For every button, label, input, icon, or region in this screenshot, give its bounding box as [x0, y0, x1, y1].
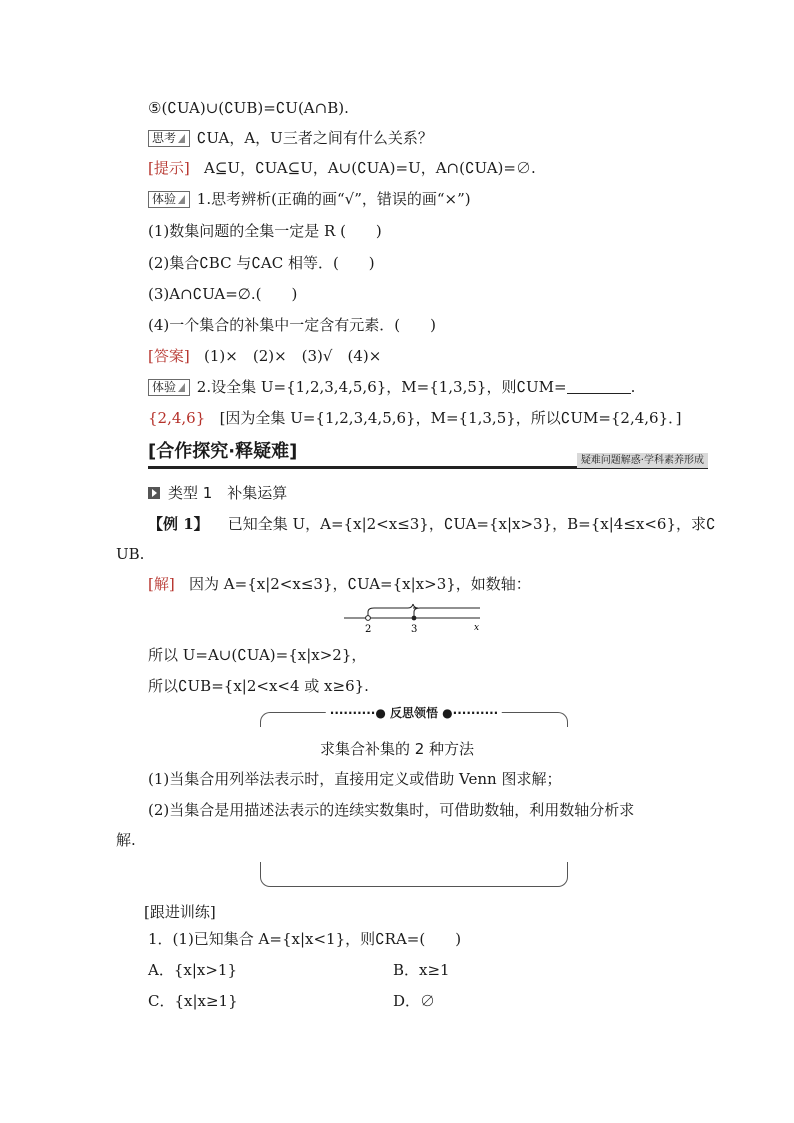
section-header [148, 440, 708, 469]
reflection-label-text: 反思领悟 [389, 706, 439, 720]
solution-line2: 所以 U=A∪(∁UA)={x|x>2}， [148, 646, 367, 664]
exercise2-line [148, 377, 635, 397]
reflection-box-top [260, 706, 568, 727]
hint-tag: [提示] [148, 159, 190, 177]
play-icon [148, 487, 160, 499]
exercise2-answer-value: {2,4,6} [148, 409, 206, 427]
answer-blank [567, 379, 631, 394]
solution-line [148, 574, 531, 594]
item-4: (4)一个集合的补集中一定含有元素．( ) [148, 316, 436, 334]
number-line-figure [338, 600, 488, 636]
think-tag: 思考 [148, 130, 190, 147]
example-text: 已知全集 U，A={x|2<x≤3}，∁UA={x|x>3}，B={x|4≤x<6}，求∁ [227, 515, 716, 533]
hint-text: A⊆U，∁UA⊆U，A∪(∁UA)=U，A∩(∁UA)=∅. [204, 159, 536, 177]
think-line [148, 128, 433, 148]
exercise2-end: . [630, 378, 636, 396]
item-3: (3)A∩∁UA=∅.( ) [148, 285, 298, 303]
option-b: B．x≥1 [393, 961, 450, 979]
text-line: ⑤(∁UA)∪(∁UB)=∁U(A∩B). [148, 99, 349, 117]
item-1: (1)数集问题的全集一定是 R ( ) [148, 222, 382, 240]
answer-text: (1)× (2)× (3)√ (4)× [204, 347, 382, 365]
reflection-p2b: 解. [116, 831, 136, 849]
type-heading [148, 483, 287, 503]
reflection-label: ··········● 反思领悟 ●·········· [326, 704, 502, 721]
training-question: 1．(1)已知集合 A={x|x<1}，则∁RA=( ) [148, 930, 462, 948]
option-a: A．{x|x>1} [148, 961, 238, 979]
item-2: (2)集合∁BC 与∁AC 相等．( ) [148, 254, 375, 272]
type-label: 类型 1 补集运算 [168, 484, 288, 502]
exercise2-tag: 体验 [148, 379, 190, 396]
exercise2-answer-text: [因为全集 U={1,2,3,4,5,6}，M={1,3,5}，所以∁UM={2,4,6}．] [219, 409, 682, 427]
closed-point-3 [412, 616, 417, 621]
axis-label-x: x [474, 623, 480, 633]
option-c: C．{x|x≥1} [148, 992, 238, 1010]
solution-text: 因为 A={x|2<x≤3}，∁UA={x|x>3}，如数轴： [189, 575, 531, 593]
exercise-text: 1.思考辨析(正确的画“√”，错误的画“×”) [196, 190, 471, 208]
answer-line [148, 346, 381, 366]
reflection-p1: (1)当集合用列举法表示时，直接用定义或借助 Venn 图求解； [148, 770, 562, 788]
axis-label-3: 3 [411, 624, 418, 635]
exercise2-answer [148, 408, 682, 428]
answer-tag: [答案] [148, 347, 190, 365]
reflection-box-bottom [260, 862, 568, 887]
axis-label-2: 2 [365, 624, 372, 635]
solution-line3: 所以∁UB={x|2<x<4 或 x≥6}. [148, 677, 369, 695]
section-subtitle: 疑难问题解惑·学科素养形成 [577, 453, 708, 468]
section-title: [合作探究·释疑难] [148, 441, 298, 462]
solution-tag: [解] [148, 575, 175, 593]
example-tag: 【例 1】 [148, 515, 209, 533]
hint-line [148, 158, 536, 178]
example-line [148, 514, 716, 534]
reflection-p2: (2)当集合是用描述法表示的连续实数集时，可借助数轴，利用数轴分析求 [148, 801, 635, 819]
think-text: ∁UA，A，U三者之间有什么关系？ [196, 129, 433, 147]
exercise2-text: 2.设全集 U={1,2,3,4,5,6}，M={1,3,5}，则∁UM= [196, 378, 567, 396]
brace-a-end [413, 604, 418, 608]
brace-complement [414, 608, 480, 618]
example-cont: UB. [116, 545, 145, 563]
exercise-tag: 体验 [148, 191, 190, 208]
exercise-line [148, 189, 471, 209]
training-header: [跟进训练] [144, 903, 216, 921]
reflection-title: 求集合补集的 2 种方法 [319, 740, 475, 758]
brace-a [368, 604, 413, 618]
option-d: D．∅ [393, 992, 436, 1010]
open-point-2 [366, 616, 371, 621]
